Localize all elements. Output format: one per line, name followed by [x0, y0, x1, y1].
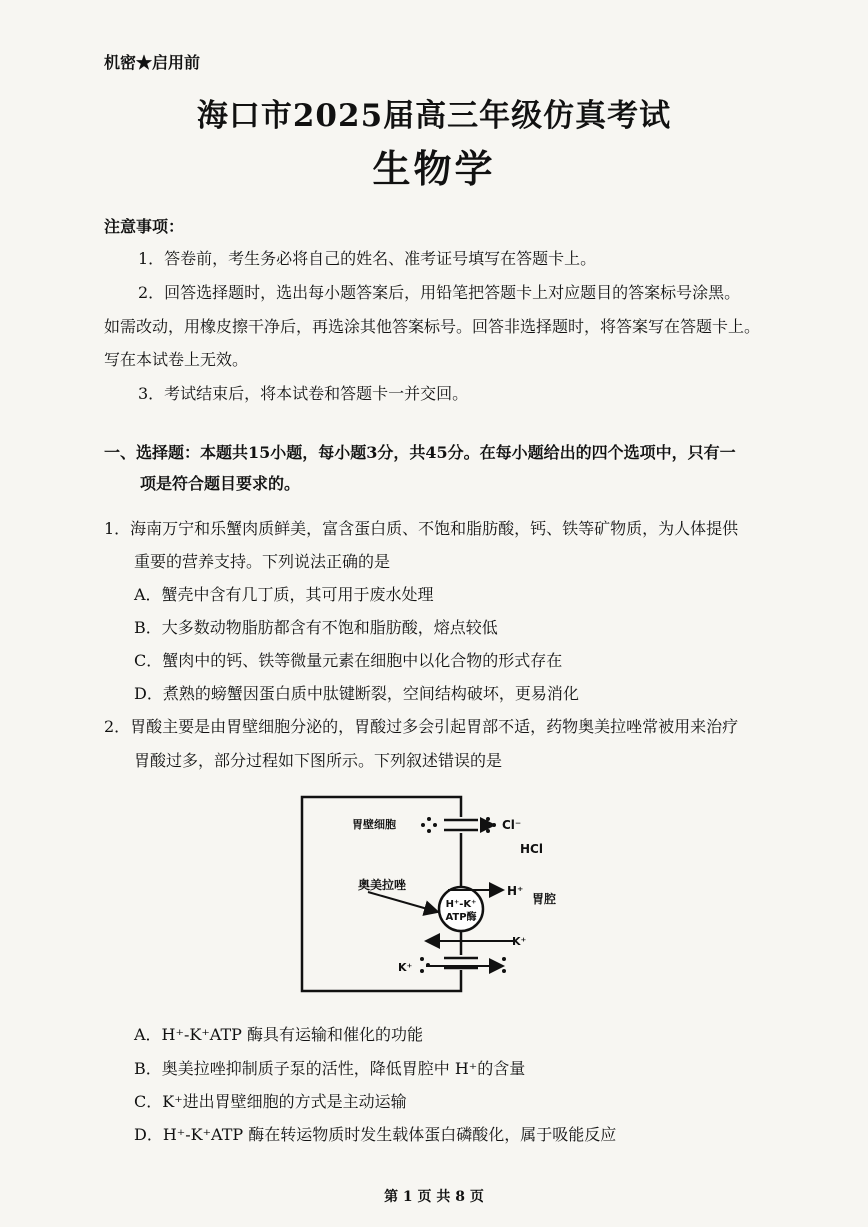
section-heading: 一、选择题：本题共15小题，每小题3分，共45分。在每小题给出的四个选项中，只有一 — [104, 443, 736, 462]
hcl-label: HCl — [520, 842, 543, 856]
notice-item-2: 2．回答选择题时，选出每小题答案后，用铅笔把答题卡上对应题目的答案标号涂黑。 — [138, 283, 741, 302]
cell-label: 胃壁细胞 — [352, 818, 396, 831]
proton-pump-diagram — [298, 795, 578, 1000]
notice-item-2-cont: 如需改动，用橡皮擦干净后，再选涂其他答案标号。回答非选择题时，将答案写在答题卡上。 — [104, 317, 761, 336]
question-2-stem-cont: 胃酸过多，部分过程如下图所示。下列叙述错误的是 — [134, 751, 503, 770]
page-footer: 第 1 页 共 8 页 — [384, 1189, 484, 1205]
subject-title: 生物学 — [372, 146, 496, 191]
star-icon: ★ — [136, 53, 153, 72]
confidential-text: 机密 — [104, 53, 137, 72]
notice-item-2-cont2: 写在本试卷上无效。 — [104, 350, 249, 369]
confidential-mark — [104, 50, 200, 73]
exam-title: 海口市2025届高三年级仿真考试 — [196, 98, 672, 134]
question-1-option-a: A．蟹壳中含有几丁质，其可用于废水处理 — [134, 585, 434, 604]
question-2-stem: 2．胃酸主要是由胃壁细胞分泌的，胃酸过多会引起胃部不适，药物奥美拉唑常被用来治疗 — [104, 717, 739, 736]
question-2-option-d: D．H⁺-K⁺ATP 酶在转运物质时发生载体蛋白磷酸化，属于吸能反应 — [134, 1125, 617, 1144]
question-2-option-b: B．奥美拉唑抑制质子泵的活性，降低胃腔中 H⁺的含量 — [134, 1059, 526, 1078]
section-heading-cont: 项是符合题目要求的。 — [140, 474, 301, 493]
notice-heading: 注意事项： — [104, 217, 185, 236]
question-2-option-c: C．K⁺进出胃壁细胞的方式是主动运输 — [134, 1092, 407, 1111]
question-1-option-c: C．蟹肉中的钙、铁等微量元素在细胞中以化合物的形式存在 — [134, 651, 563, 670]
question-1-stem-cont: 重要的营养支持。下列说法正确的是 — [134, 552, 391, 571]
question-1-stem: 1．海南万宁和乐蟹肉质鲜美，富含蛋白质、不饱和脂肪酸，钙、铁等矿物质，为人体提供 — [104, 519, 739, 538]
question-1-option-b: B．大多数动物脂肪都含有不饱和脂肪酸，熔点较低 — [134, 618, 498, 637]
question-1-option-d: D．煮熟的螃蟹因蛋白质中肽键断裂，空间结构破坏，更易消化 — [134, 684, 579, 703]
k-label-left: K⁺ — [398, 961, 413, 974]
notice-item-1: 1．答卷前，考生务必将自己的姓名、准考证号填写在答题卡上。 — [138, 249, 597, 268]
notice-item-3: 3．考试结束后，将本试卷和答题卡一并交回。 — [138, 384, 469, 403]
lumen-label: 胃腔 — [532, 892, 557, 906]
drug-arrow — [368, 892, 438, 912]
cl-label: Cl⁻ — [502, 818, 522, 832]
h-label: H⁺ — [507, 884, 524, 898]
cl-channel — [444, 820, 478, 830]
drug-label: 奥美拉唑 — [358, 878, 407, 892]
pump-label-line2: ATP酶 — [445, 912, 477, 923]
k-label-right: K⁺ — [512, 935, 527, 948]
pump-label-line1: H⁺-K⁺ — [445, 899, 477, 910]
question-2-option-a: A．H⁺-K⁺ATP 酶具有运输和催化的功能 — [134, 1025, 423, 1044]
confidential-text-2: 启用前 — [152, 53, 201, 72]
